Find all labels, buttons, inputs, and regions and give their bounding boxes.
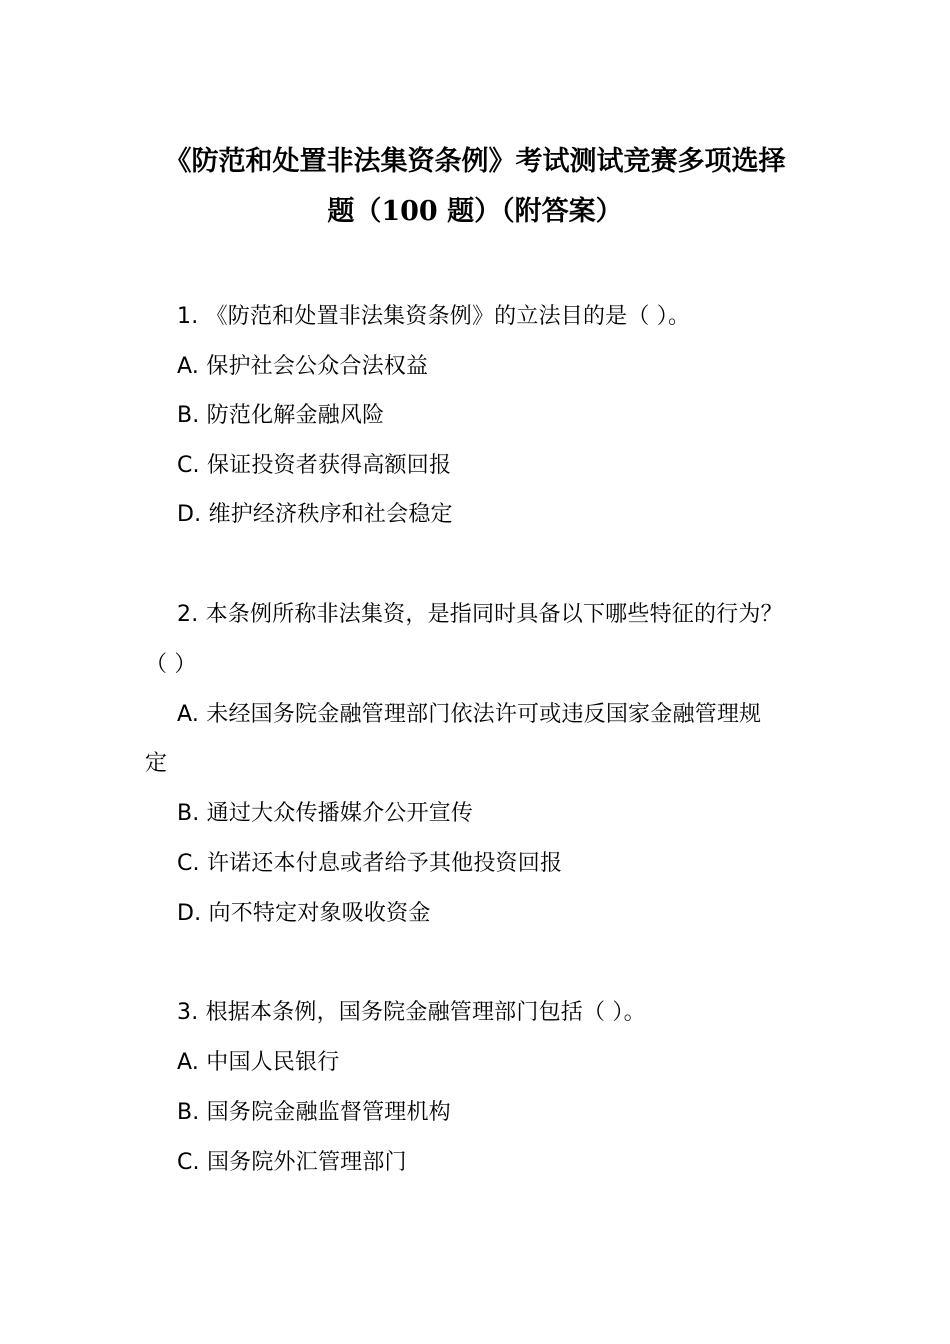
question-1-option-a: A. 保护社会公众合法权益	[177, 354, 429, 379]
question-2-option-d: D. 向不特定对象吸收资金	[177, 901, 431, 926]
question-1-option-c: C. 保证投资者获得高额回报	[177, 453, 452, 478]
question-2-option-a-line-2: 定	[145, 751, 168, 776]
title-line-1: 《防范和处置非法集资条例》考试测试竞赛多项选择	[164, 146, 786, 177]
question-2-option-a-line-1: A. 未经国务院金融管理部门依法许可或违反国家金融管理规	[177, 702, 762, 727]
question-1-stem: 1. 《防范和处置非法集资条例》的立法目的是（ ）。	[177, 304, 691, 329]
question-2-stem-line-2: （ ）	[145, 652, 197, 677]
question-1-option-d: D. 维护经济秩序和社会稳定	[177, 502, 453, 527]
title-line-2: 题（100 题）（附答案）	[327, 196, 623, 227]
question-3-option-b: B. 国务院金融监督管理机构	[177, 1100, 451, 1125]
question-1-option-b: B. 防范化解金融风险	[177, 403, 385, 428]
question-3-option-c: C. 国务院外汇管理部门	[177, 1150, 407, 1175]
document-title	[140, 137, 810, 237]
question-3-option-a: A. 中国人民银行	[177, 1050, 340, 1075]
question-2-option-b: B. 通过大众传播媒介公开宣传	[177, 801, 474, 826]
question-3-stem: 3. 根据本条例，国务院金融管理部门包括（ ）。	[177, 1000, 646, 1025]
question-2-option-c: C. 许诺还本付息或者给予其他投资回报	[177, 851, 563, 876]
question-2-stem-line-1: 2. 本条例所称非法集资，是指同时具备以下哪些特征的行为？	[177, 602, 783, 627]
